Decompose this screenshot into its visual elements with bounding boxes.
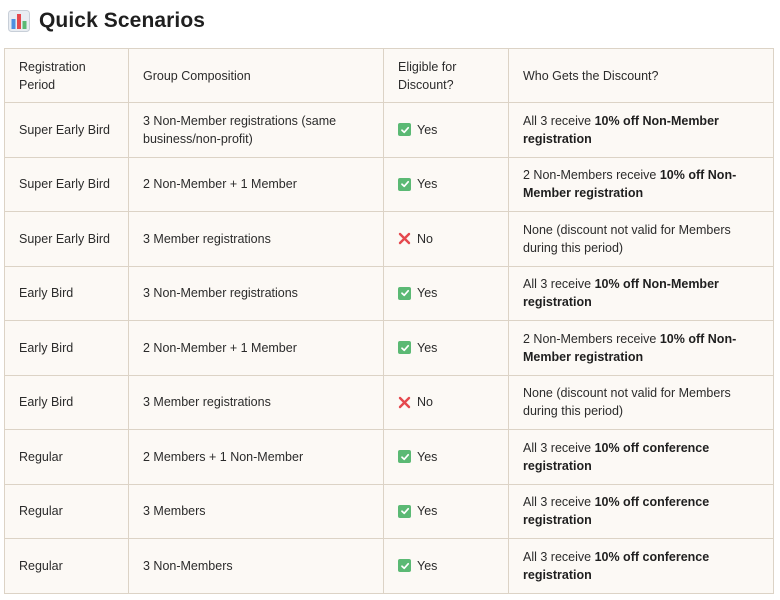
who-prefix: 2 Non-Members receive [523,168,660,183]
cell-eligible [384,375,509,430]
cell-composition: 3 Member registrations [129,212,384,267]
section-heading [8,9,205,33]
cell-composition: 3 Members [129,484,384,539]
check-icon [398,341,411,354]
check-icon [398,178,411,191]
cell-who-gets-discount [509,321,774,376]
check-icon [398,450,411,463]
cell-period: Early Bird [5,321,129,376]
table-header-row [5,49,774,103]
cell-eligible [384,157,509,212]
cell-composition: 2 Non-Member + 1 Member [129,157,384,212]
cross-icon [398,396,411,409]
check-icon [398,505,411,518]
who-prefix: None (discount not valid for Members during this period) [523,222,731,255]
eligible-label: Yes [417,122,438,137]
cell-who-gets-discount [509,430,774,485]
cell-period: Regular [5,430,129,485]
table-row [5,212,774,267]
cell-who-gets-discount [509,212,774,267]
cell-eligible [384,321,509,376]
scenarios-table [4,48,774,594]
who-prefix: All 3 receive [523,440,595,455]
header-group-composition: Group Composition [129,49,384,103]
cell-composition: 3 Non-Members [129,539,384,594]
bar-chart-icon [8,10,30,32]
cell-composition: 3 Non-Member registrations [129,266,384,321]
who-bold: 10% off conference registration [523,549,710,582]
cell-period: Regular [5,539,129,594]
cell-composition: 2 Non-Member + 1 Member [129,321,384,376]
eligible-label: Yes [417,340,438,355]
who-prefix: All 3 receive [523,495,595,510]
cell-eligible [384,266,509,321]
eligible-label: No [417,231,433,246]
check-icon [398,287,411,300]
header-who-gets-discount: Who Gets the Discount? [509,49,774,103]
table-row [5,266,774,321]
who-bold: 10% off Non-Member registration [523,113,719,146]
cell-composition: 3 Member registrations [129,375,384,430]
cell-who-gets-discount [509,375,774,430]
who-bold: 10% off Non-Member registration [523,331,737,364]
cell-period: Early Bird [5,266,129,321]
cell-eligible [384,484,509,539]
cell-period: Regular [5,484,129,539]
cell-eligible [384,103,509,158]
cell-period: Super Early Bird [5,212,129,267]
cell-eligible [384,212,509,267]
check-icon [398,559,411,572]
cell-period: Early Bird [5,375,129,430]
cell-who-gets-discount [509,266,774,321]
header-eligible: Eligible for Discount? [384,49,509,103]
who-prefix: None (discount not valid for Members during this period) [523,386,731,419]
who-prefix: All 3 receive [523,277,595,292]
cell-who-gets-discount [509,103,774,158]
eligible-label: Yes [417,558,438,573]
eligible-label: Yes [417,449,438,464]
header-registration-period: Registration Period [5,49,129,103]
eligible-label: Yes [417,177,438,192]
cell-composition: 2 Members + 1 Non-Member [129,430,384,485]
who-prefix: All 3 receive [523,549,595,564]
check-icon [398,123,411,136]
page-title: Quick Scenarios [39,9,206,32]
who-bold: 10% off Non-Member registration [523,277,719,310]
who-prefix: 2 Non-Members receive [523,331,660,346]
table-row [5,430,774,485]
table-row [5,484,774,539]
eligible-label: Yes [417,504,438,519]
cell-who-gets-discount [509,539,774,594]
table-row [5,375,774,430]
who-bold: 10% off conference registration [523,440,710,473]
who-bold: 10% off conference registration [523,495,710,528]
eligible-label: No [417,395,433,410]
table-row [5,321,774,376]
who-prefix: All 3 receive [523,113,595,128]
cell-composition: 3 Non-Member registrations (same business/non-profit) [129,103,384,158]
eligible-label: Yes [417,286,438,301]
cell-eligible [384,539,509,594]
table-row [5,103,774,158]
who-bold: 10% off Non-Member registration [523,168,737,201]
cell-period: Super Early Bird [5,103,129,158]
table-row [5,157,774,212]
cell-eligible [384,430,509,485]
cross-icon [398,232,411,245]
cell-who-gets-discount [509,484,774,539]
cell-who-gets-discount [509,157,774,212]
cell-period: Super Early Bird [5,157,129,212]
table-row [5,539,774,594]
